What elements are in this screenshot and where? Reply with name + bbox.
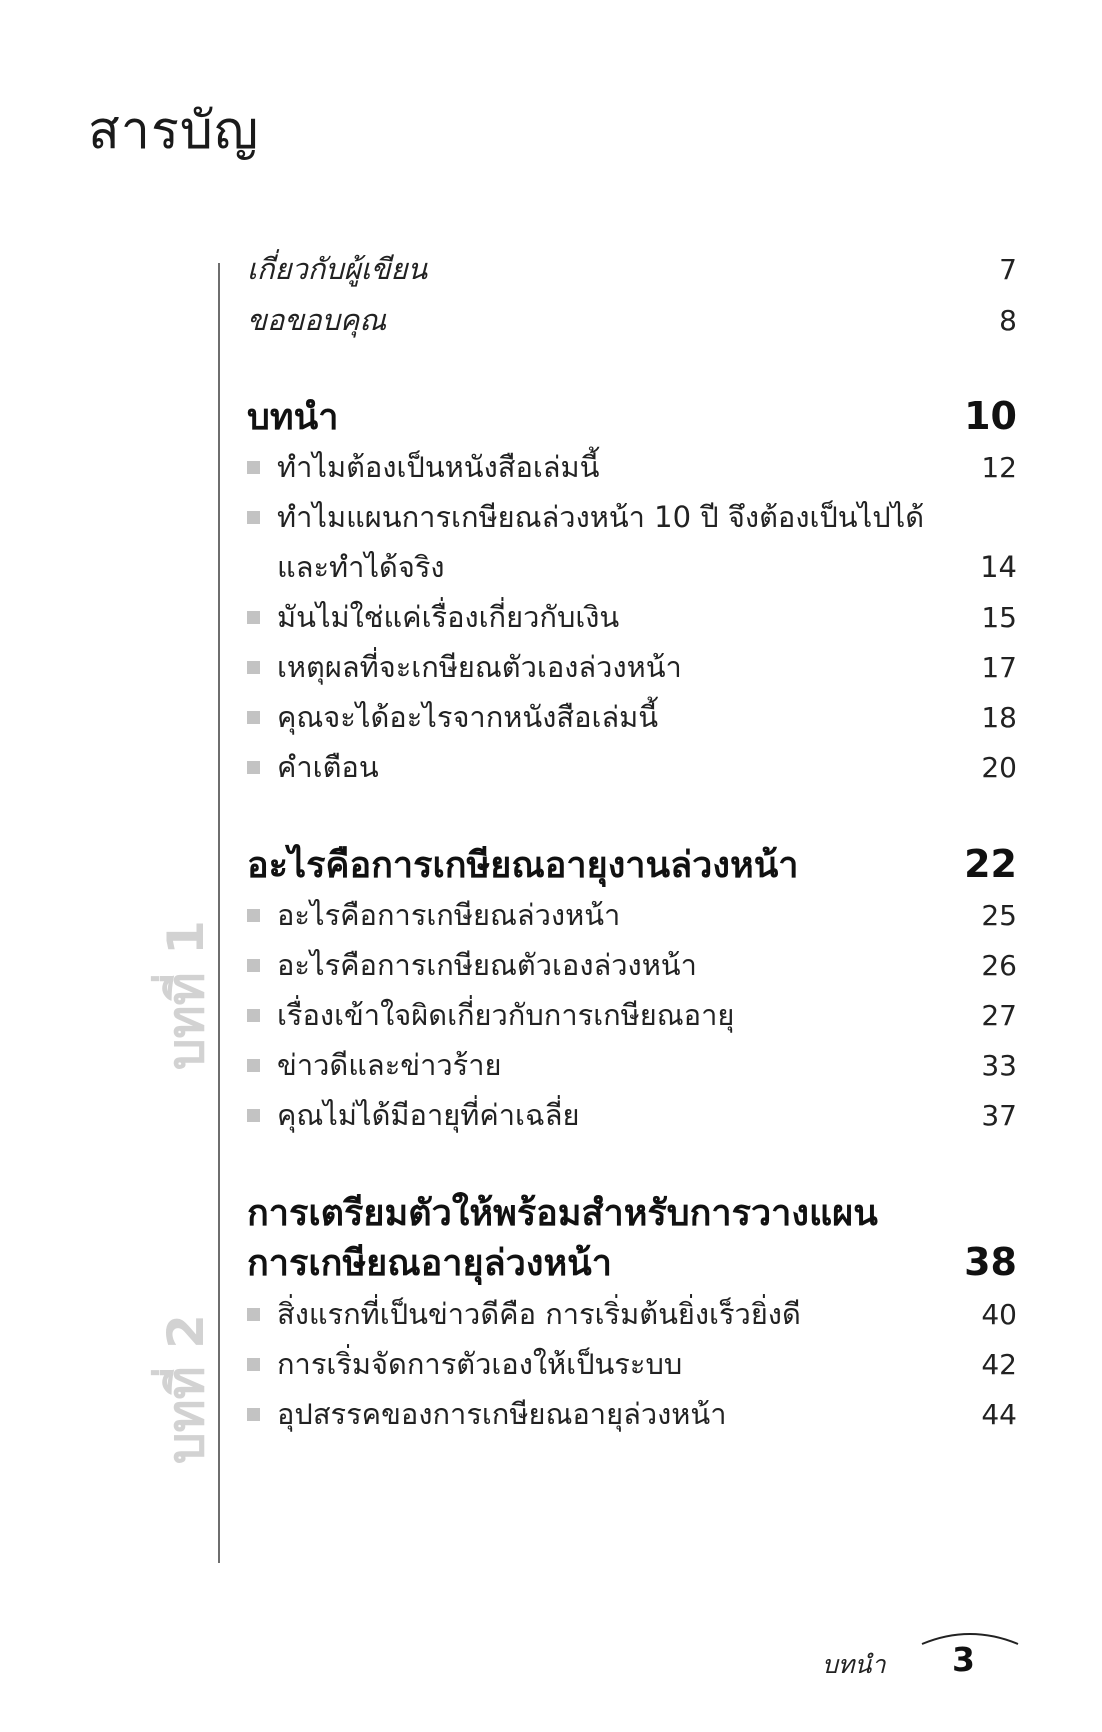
toc-section-heading-chapter-1[interactable] — [247, 836, 1017, 893]
toc-item[interactable] — [247, 1391, 1017, 1437]
footer-section-label: บทนำ — [822, 1650, 886, 1679]
toc-item-title: เรื่องเข้าใจผิดเกี่ยวกับการเกษียณอายุ — [277, 998, 735, 1032]
square-bullet-icon — [247, 1308, 260, 1321]
chapter-1-label: บทที่ 1 — [157, 920, 215, 1070]
toc-item-page: 25 — [981, 899, 1017, 932]
toc-heading-page: 38 — [964, 1240, 1017, 1284]
toc-heading-page: 22 — [964, 842, 1017, 886]
toc-item-title: สิ่งแรกที่เป็นข่าวดีคือ การเริ่มต้นยิ่งเร็วยิ่งดี — [277, 1297, 801, 1331]
toc-item-page: 37 — [981, 1099, 1017, 1132]
toc-item-page: 20 — [981, 751, 1017, 784]
toc-item-title: คุณไม่ได้มีอายุที่ค่าเฉลี่ย — [277, 1098, 580, 1132]
square-bullet-icon — [247, 1408, 260, 1421]
toc-heading-title-line-1: การเตรียมตัวให้พร้อมสำหรับการวางแผน — [247, 1193, 878, 1234]
toc-item-title: การเริ่มจัดการตัวเองให้เป็นระบบ — [277, 1347, 683, 1381]
toc-item[interactable] — [247, 744, 1017, 790]
square-bullet-icon — [247, 661, 260, 674]
toc-item-title: คุณจะได้อะไรจากหนังสือเล่มนี้ — [277, 700, 659, 734]
toc-item-page: 33 — [981, 1049, 1017, 1082]
toc-entry-about-author[interactable] — [247, 246, 1017, 292]
toc-item[interactable] — [247, 494, 1017, 540]
toc-item-page: 44 — [981, 1398, 1017, 1431]
toc-item-page: 17 — [981, 651, 1017, 684]
toc-section-heading-chapter-2[interactable] — [247, 1234, 1017, 1291]
page-number: 3 — [952, 1640, 975, 1679]
toc-entry-page: 7 — [999, 253, 1017, 286]
toc-item-page: 27 — [981, 999, 1017, 1032]
square-bullet-icon — [247, 611, 260, 624]
toc-entry-page: 8 — [999, 304, 1017, 337]
toc-item-title-continued: และทำได้จริง — [277, 550, 445, 584]
toc-item-page: 18 — [981, 701, 1017, 734]
toc-item[interactable] — [247, 942, 1017, 988]
square-bullet-icon — [247, 959, 260, 972]
square-bullet-icon — [247, 761, 260, 774]
square-bullet-icon — [247, 1109, 260, 1122]
toc-item-page: 12 — [981, 451, 1017, 484]
toc-item-title: เหตุผลที่จะเกษียณตัวเองล่วงหน้า — [277, 650, 682, 684]
toc-item[interactable] — [247, 1042, 1017, 1088]
toc-section-heading-introduction[interactable] — [247, 388, 1017, 445]
toc-item-page: 26 — [981, 949, 1017, 982]
toc-item[interactable] — [247, 1341, 1017, 1387]
square-bullet-icon — [247, 1358, 260, 1371]
toc-item[interactable] — [247, 694, 1017, 740]
toc-entry-title: เกี่ยวกับผู้เขียน — [247, 252, 428, 286]
toc-item[interactable] — [247, 444, 1017, 490]
toc-item[interactable] — [247, 594, 1017, 640]
toc-heading-title: การเกษียณอายุล่วงหน้า — [247, 1243, 613, 1284]
toc-item-title: อะไรคือการเกษียณล่วงหน้า — [277, 898, 621, 932]
toc-item[interactable] — [247, 992, 1017, 1038]
square-bullet-icon — [247, 461, 260, 474]
toc-item[interactable] — [247, 1291, 1017, 1337]
toc-item-title: ข่าวดีและข่าวร้าย — [277, 1048, 502, 1082]
toc-item-title: ทำไมแผนการเกษียณล่วงหน้า 10 ปี จึงต้องเป็นไปได้ — [277, 500, 925, 534]
toc-item[interactable] — [247, 892, 1017, 938]
toc-vertical-rule — [218, 263, 220, 1563]
toc-entry-title: ขอขอบคุณ — [247, 303, 387, 337]
toc-item-title: อะไรคือการเกษียณตัวเองล่วงหน้า — [277, 948, 697, 982]
square-bullet-icon — [247, 1059, 260, 1072]
toc-section-heading-chapter-2-line-1[interactable] — [247, 1184, 1017, 1241]
toc-item-page: 14 — [980, 550, 1017, 584]
toc-item[interactable] — [247, 644, 1017, 690]
toc-heading-title: อะไรคือการเกษียณอายุงานล่วงหน้า — [247, 845, 799, 886]
toc-item-continuation[interactable] — [247, 544, 1017, 590]
toc-item[interactable] — [247, 1092, 1017, 1138]
toc-item-title: อุปสรรคของการเกษียณอายุล่วงหน้า — [277, 1397, 727, 1431]
square-bullet-icon — [247, 909, 260, 922]
toc-item-title: คำเตือน — [277, 750, 379, 784]
square-bullet-icon — [247, 511, 260, 524]
square-bullet-icon — [247, 1009, 260, 1022]
toc-item-title: มันไม่ใช่แค่เรื่องเกี่ยวกับเงิน — [277, 600, 620, 634]
toc-item-page: 15 — [981, 601, 1017, 634]
toc-heading-title: บทนำ — [247, 397, 339, 438]
toc-item-page: 42 — [981, 1348, 1017, 1381]
chapter-2-label: บทที่ 2 — [157, 1314, 215, 1464]
page-title: สารบัญ — [88, 101, 260, 161]
toc-item-title: ทำไมต้องเป็นหนังสือเล่มนี้ — [277, 450, 600, 484]
toc-heading-page: 10 — [964, 394, 1017, 438]
toc-entry-acknowledgements[interactable] — [247, 297, 1017, 343]
toc-item-page: 40 — [981, 1298, 1017, 1331]
square-bullet-icon — [247, 711, 260, 724]
